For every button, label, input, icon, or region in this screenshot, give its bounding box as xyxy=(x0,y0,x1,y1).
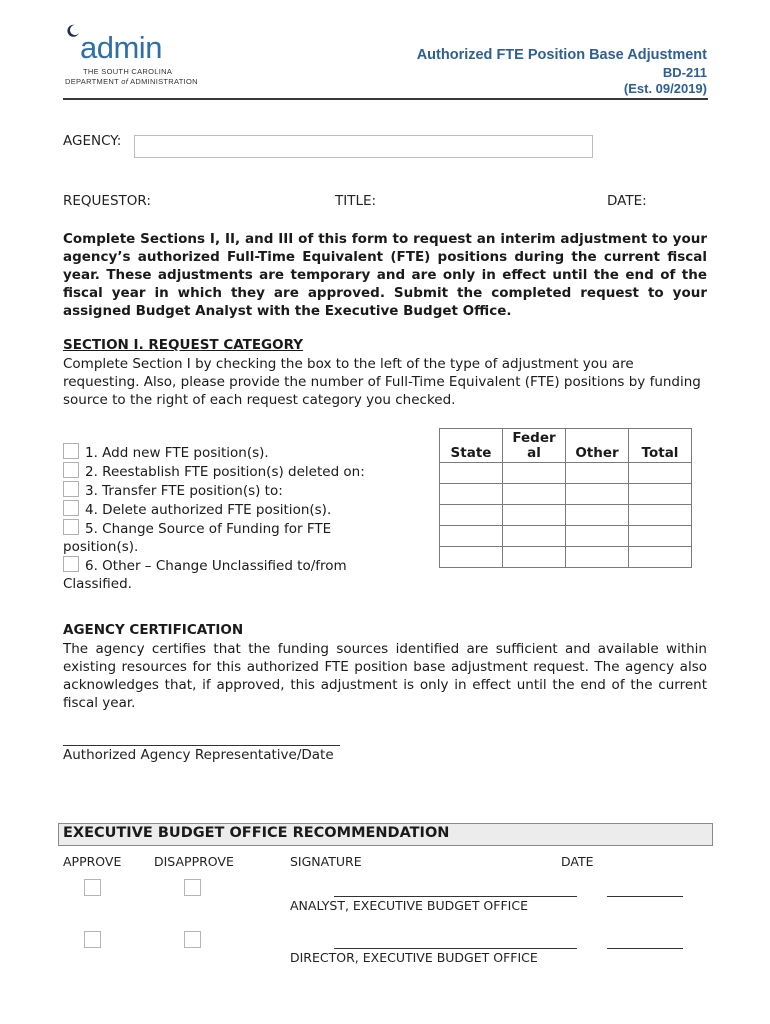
col-total: Total xyxy=(629,429,692,463)
agency-label: AGENCY: xyxy=(63,133,122,149)
agency-signature-line[interactable] xyxy=(63,745,340,746)
table-row xyxy=(440,526,692,547)
section1-body: Complete Section I by checking the box to the left of the type of adjustment you are requesting. Also, please provide the number of Full-Time Equivalent (FTE) positions by funding source to the right of each request category you checked. xyxy=(63,356,701,408)
table-row xyxy=(440,505,692,526)
logo-subtitle-line2: DEPARTMENT of ADMINISTRATION xyxy=(65,77,198,86)
list-item: 4. Delete authorized FTE position(s). xyxy=(63,500,393,519)
analyst-approve-checkbox[interactable] xyxy=(84,879,101,896)
logo-moon-icon xyxy=(66,24,80,38)
ebo-heading: EXECUTIVE BUDGET OFFICE RECOMMENDATION xyxy=(63,825,450,841)
requestor-label: REQUESTOR: xyxy=(63,193,151,209)
instructions-paragraph: Complete Sections I, II, and III of this form to request an interim adjustment to your agency’s authorized Full-Time Equivalent (FTE) positions during the current fiscal year. These adjustments are temporary and are only in effect until the end of the fiscal year in which they are approved. Submit the completed request to your assigned Budget Analyst with the Executive Budget Office. xyxy=(63,231,707,319)
agency-signature-label: Authorized Agency Representative/Date xyxy=(63,747,334,763)
title-label: TITLE: xyxy=(335,193,377,209)
analyst-signature-line[interactable] xyxy=(334,896,577,897)
request-category-list xyxy=(63,443,393,593)
table-row xyxy=(440,547,692,568)
col-federal: Feder al xyxy=(503,429,566,463)
category-3-checkbox[interactable] xyxy=(63,481,79,497)
approve-label: APPROVE xyxy=(63,854,122,869)
list-item: 2. Reestablish FTE position(s) deleted on: xyxy=(63,462,393,481)
list-item: 1. Add new FTE position(s). xyxy=(63,443,393,462)
table-row xyxy=(440,484,692,505)
list-item: 3. Transfer FTE position(s) to: xyxy=(63,481,393,500)
table-row xyxy=(440,463,692,484)
category-1-checkbox[interactable] xyxy=(63,443,79,459)
director-signature-line[interactable] xyxy=(334,948,577,949)
analyst-label: ANALYST, EXECUTIVE BUDGET OFFICE xyxy=(290,898,528,913)
logo-subtitle-line1: THE SOUTH CAROLINA xyxy=(83,67,173,76)
fte-funding-table xyxy=(439,428,692,568)
header-divider xyxy=(63,98,708,100)
category-5-checkbox[interactable] xyxy=(63,519,79,535)
director-label: DIRECTOR, EXECUTIVE BUDGET OFFICE xyxy=(290,950,538,965)
agency-input[interactable] xyxy=(134,135,593,158)
table-header-row xyxy=(440,429,692,463)
disapprove-label: DISAPPROVE xyxy=(154,854,234,869)
analyst-date-line[interactable] xyxy=(607,896,683,897)
form-established-date: (Est. 09/2019) xyxy=(623,81,707,96)
list-item: 6. Other – Change Unclassified to/from xyxy=(63,556,393,575)
signature-label: SIGNATURE xyxy=(290,854,362,869)
director-disapprove-checkbox[interactable] xyxy=(184,931,201,948)
col-other: Other xyxy=(566,429,629,463)
category-4-checkbox[interactable] xyxy=(63,500,79,516)
director-approve-checkbox[interactable] xyxy=(84,931,101,948)
form-code: BD-211 xyxy=(662,65,707,80)
ebo-date-label: DATE xyxy=(561,854,594,869)
certification-body: The agency certifies that the funding sources identified are sufficient and available within existing resources for this authorized FTE position base adjustment request. The agency also acknowledges that, if approved, this adjustment is only in effect until the end of the current fiscal year. xyxy=(63,641,707,711)
category-2-checkbox[interactable] xyxy=(63,462,79,478)
director-date-line[interactable] xyxy=(607,948,683,949)
category-6-checkbox[interactable] xyxy=(63,556,79,572)
certification-heading: AGENCY CERTIFICATION xyxy=(63,622,244,638)
date-label: DATE: xyxy=(607,193,647,209)
list-item-cont: position(s). xyxy=(63,539,139,555)
logo-wordmark: admin xyxy=(80,30,162,65)
list-item: 5. Change Source of Funding for FTE xyxy=(63,519,393,538)
analyst-disapprove-checkbox[interactable] xyxy=(184,879,201,896)
list-item-cont: Classified. xyxy=(63,576,132,592)
section1-heading: SECTION I. REQUEST CATEGORY xyxy=(63,337,304,353)
col-state: State xyxy=(440,429,503,463)
form-title: Authorized FTE Position Base Adjustment xyxy=(416,47,707,63)
